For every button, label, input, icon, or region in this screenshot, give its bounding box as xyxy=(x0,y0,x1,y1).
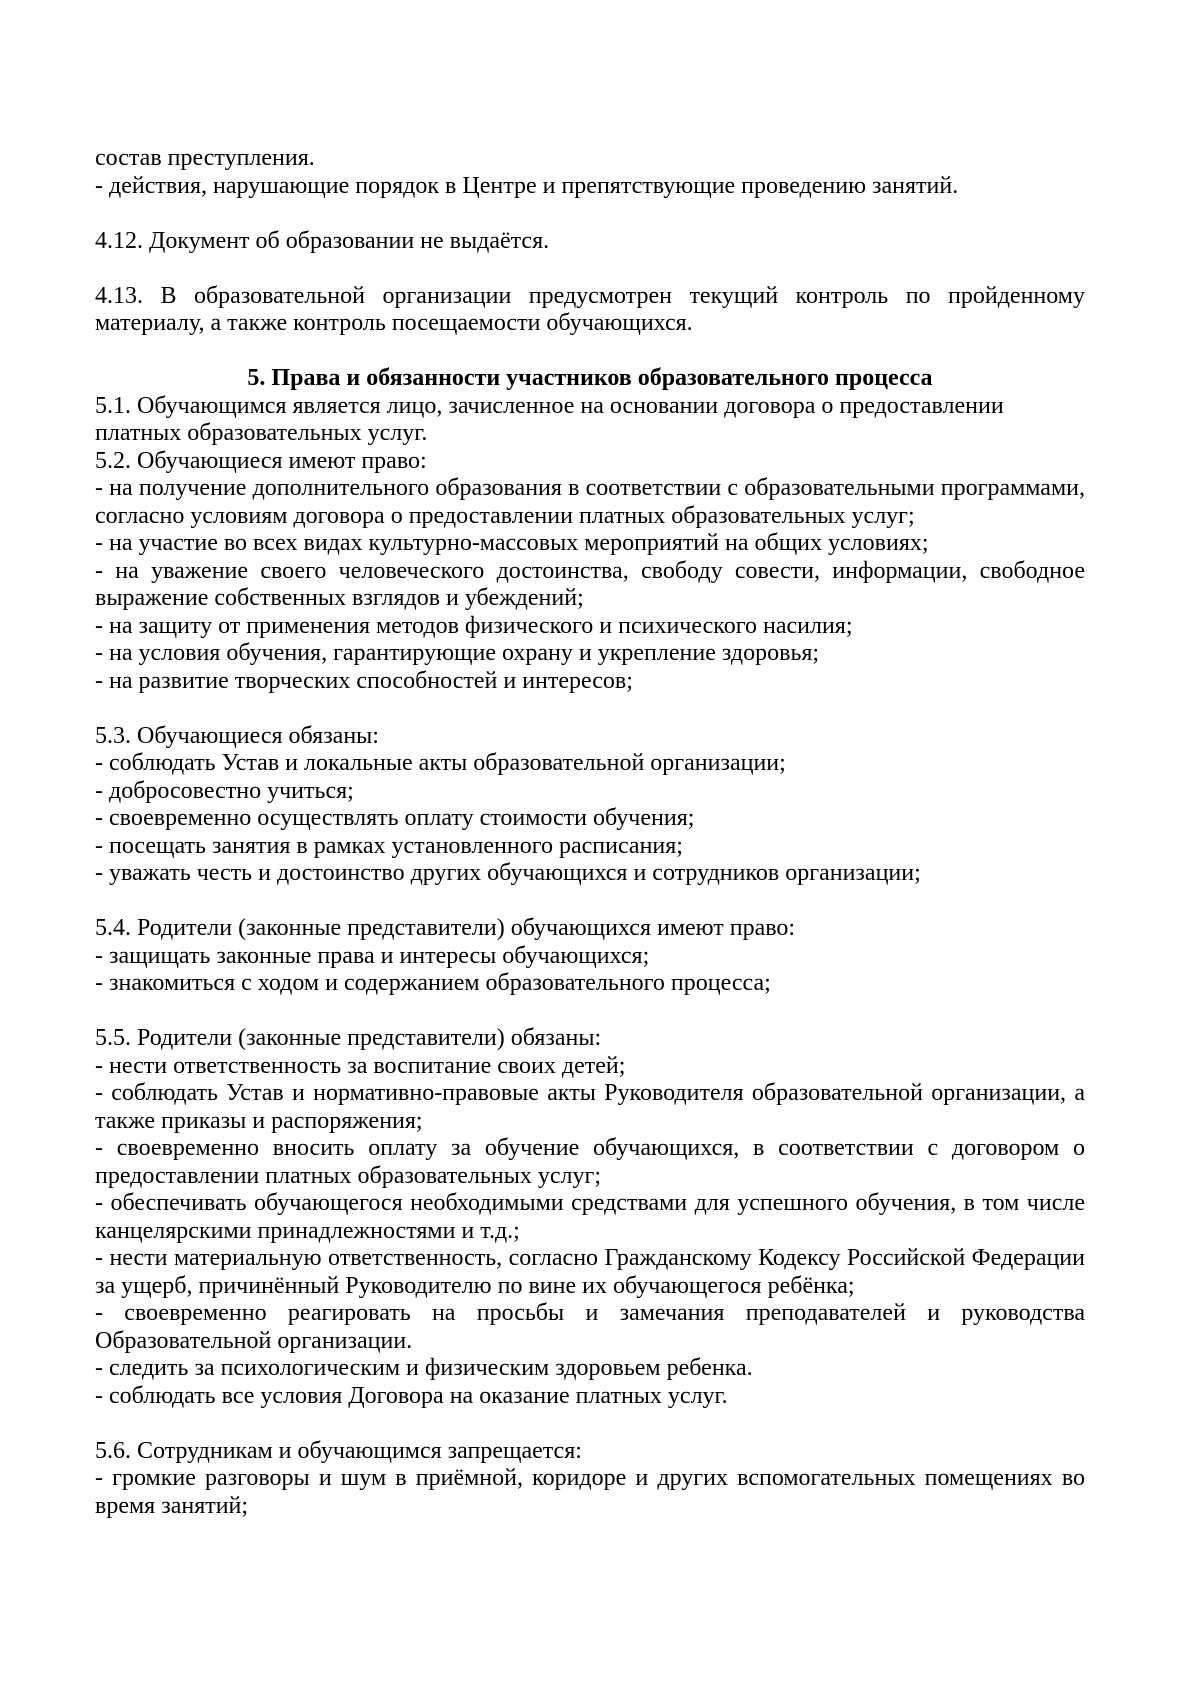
blank-line xyxy=(95,255,1085,283)
paragraph-4-12: 4.12. Документ об образовании не выдаётся. xyxy=(95,227,550,254)
paragraph-5-6-intro: 5.6. Сотрудникам и обучающимся запрещается: xyxy=(95,1437,582,1464)
paragraph-5-5-intro: 5.5. Родители (законные представители) обязаны: xyxy=(95,1025,602,1051)
bullet-item: - своевременно вносить оплату за обучение обучающихся, в соответствии с договором о предоставлении платных образовательных услуг; xyxy=(95,1135,1085,1189)
blank-line xyxy=(95,338,1085,366)
paragraph-4-13: 4.13. В образовательной организации предусмотрен текущий контроль по пройденному материалу, а также контроль посещаемости обучающихся. xyxy=(95,282,1085,336)
bullet-item: - на развитие творческих способностей и интересов; xyxy=(95,667,633,694)
bullet-item: - на защиту от применения методов физического и психического насилия; xyxy=(95,612,853,639)
bullet-item: - защищать законные права и интересы обучающихся; xyxy=(95,942,650,969)
paragraph-5-4-intro: 5.4. Родители (законные представители) обучающихся имеют право: xyxy=(95,915,796,941)
bullet-item: - на получение дополнительного образования в соответствии с образовательными программами, согласно условиям договора о предоставлении платных образовательных услуг; xyxy=(95,475,1085,529)
blank-line xyxy=(95,695,1085,723)
bullet-item: - соблюдать Устав и нормативно-правовые акты Руководителя образовательной организации, а также приказы и распоряжения; xyxy=(95,1080,1085,1134)
bullet-item: - своевременно реагировать на просьбы и замечания преподавателей и руководства Образовательной организации. xyxy=(95,1300,1085,1354)
paragraph-continuation: состав преступления. xyxy=(95,145,315,171)
bullet-item: - соблюдать все условия Договора на оказание платных услуг. xyxy=(95,1382,728,1409)
bullet-item: - своевременно осуществлять оплату стоимости обучения; xyxy=(95,805,695,831)
bullet-item: - нести материальную ответственность, согласно Гражданскому Кодексу Российской Федерации за ущерб, причинённый Руководителю по вине их обучающегося ребёнка; xyxy=(95,1245,1085,1299)
blank-line xyxy=(95,998,1085,1026)
blank-line xyxy=(95,200,1085,228)
bullet-item: - на условия обучения, гарантирующие охрану и укрепление здоровья; xyxy=(95,640,820,666)
section-heading: 5. Права и обязанности участников образовательного процесса xyxy=(247,365,933,391)
bullet-item: - нести ответственность за воспитание своих детей; xyxy=(95,1052,626,1079)
bullet-item: - на уважение своего человеческого достоинства, свободу совести, информации, свободное выражение собственных взглядов и убеждений; xyxy=(95,557,1085,611)
blank-line xyxy=(95,888,1085,916)
bullet-item: - знакомиться с ходом и содержанием образовательного процесса; xyxy=(95,970,771,996)
blank-line xyxy=(95,1410,1085,1438)
bullet-item: - уважать честь и достоинство других обучающихся и сотрудников организации; xyxy=(95,860,921,886)
bullet-item: - действия, нарушающие порядок в Центре и препятствующие проведению занятий. xyxy=(95,172,959,199)
paragraph-5-1: 5.1. Обучающимся является лицо, зачисленное на основании договора о предоставлении платных образовательных услуг. xyxy=(95,392,1004,446)
paragraph-5-2-intro: 5.2. Обучающиеся имеют право: xyxy=(95,447,427,474)
bullet-item: - добросовестно учиться; xyxy=(95,777,354,804)
bullet-item: - посещать занятия в рамках установленного расписания; xyxy=(95,832,683,859)
bullet-item: - следить за психологическим и физическим здоровьем ребенка. xyxy=(95,1355,753,1381)
paragraph-5-3-intro: 5.3. Обучающиеся обязаны: xyxy=(95,722,379,749)
bullet-item: - обеспечивать обучающегося необходимыми средствами для успешного обучения, в том числе канцелярскими принадлежностями и т.д.; xyxy=(95,1190,1085,1244)
bullet-item: - соблюдать Устав и локальные акты образовательной организации; xyxy=(95,750,786,776)
bullet-item: - громкие разговоры и шум в приёмной, коридоре и других вспомогательных помещениях во время занятий; xyxy=(95,1465,1085,1519)
bullet-item: - на участие во всех видах культурно-массовых мероприятий на общих условиях; xyxy=(95,530,929,556)
